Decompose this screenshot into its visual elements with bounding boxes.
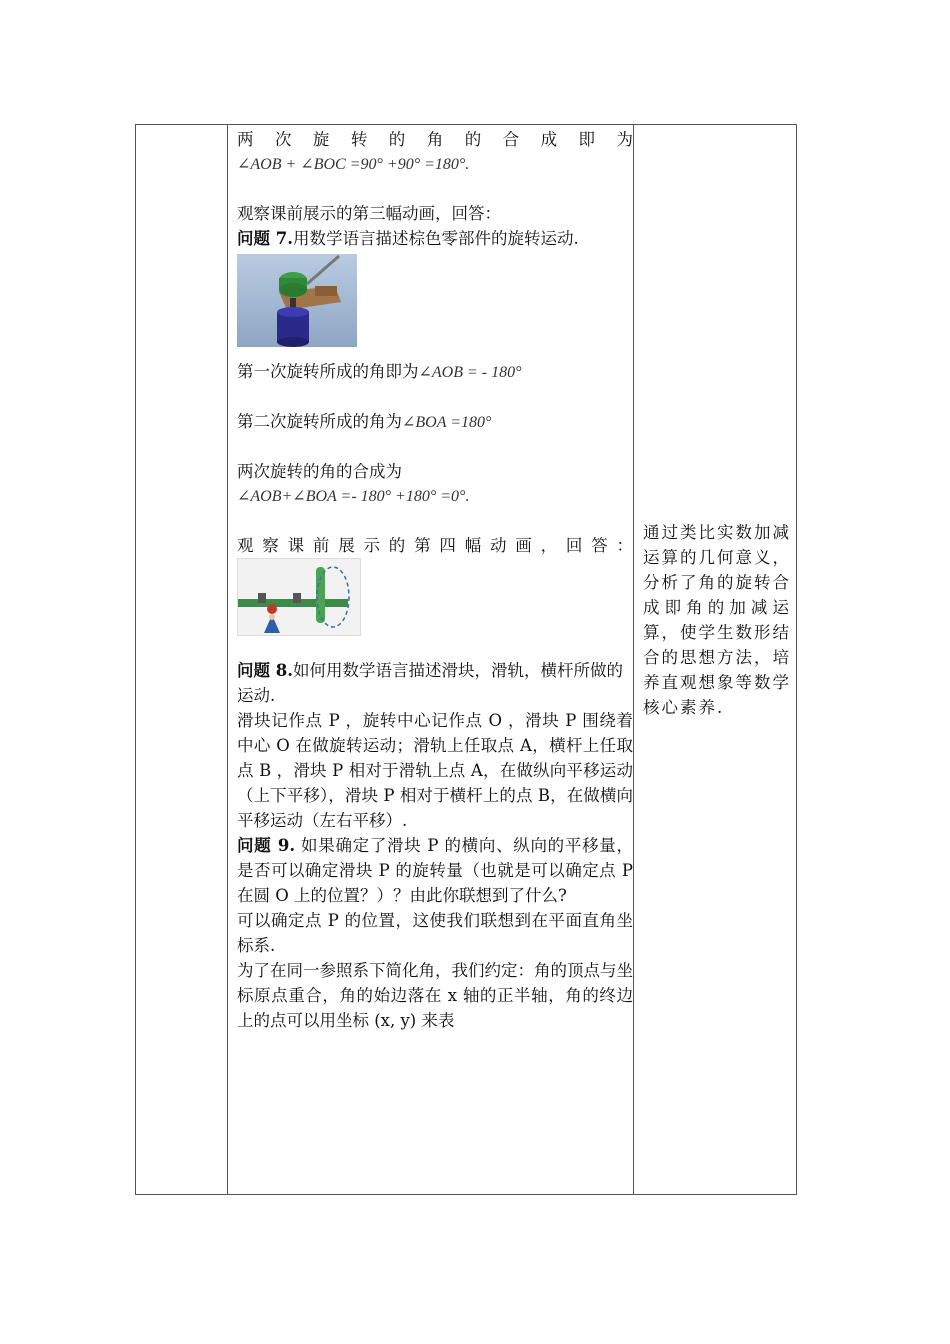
second-rotation [237,409,633,435]
answer-9: 可以确定点 P 的位置，这使我们联想到在平面直角坐标系. [237,911,633,955]
column-divider-1 [227,125,228,1194]
q7-label: 问题 7. [237,229,293,248]
combine-line: 两 次 旋 转 的 角 的 合 成 即 为 [237,130,633,149]
lesson-table [135,124,797,1195]
q8-label: 问题 8. [237,661,293,680]
first-rotation [237,359,633,385]
first-rotation-equation: ∠AOB = - 180° [418,364,522,381]
combine-equation: ∠AOB+∠BOA =- 180° +180° =0°. [237,488,470,505]
equation-sum: ∠AOB + ∠BOC =90° +90° =180°. [237,156,470,173]
first-rotation-label: 第一次旋转所成的角即为 [237,362,419,381]
q7-text: 用数学语言描述棕色零部件的旋转运动. [292,229,579,248]
slider-figure [237,558,361,636]
q9-text: 如果确定了滑块 P 的横向、纵向的平移量，是否可以确定滑块 P 的旋转量（也就是可以确定点 P 在圆 O 上的位置？）？由此你联想到了什么? [237,836,633,905]
observe-third: 观察课前展示的第三幅动画，回答： [237,204,501,223]
column-divider-2 [633,125,634,1194]
gear-figure [237,254,357,347]
combine-label: 两次旋转的角的合成为 [237,462,402,481]
observe-fourth: 观 察 课 前 展 示 的 第 四 幅 动 画 ， 回 答 ： [237,536,633,555]
q9-label: 问题 9. [237,836,296,855]
question-9 [237,833,633,908]
convention-paragraph: 为了在同一参照系下简化角，我们约定：角的顶点与坐标原点重合，角的始边落在 x 轴的正半轴，角的终边上的点可以用坐标 (x, y) 来表 [237,961,633,1030]
question-8 [237,658,633,708]
note-column [643,503,791,736]
green-gear-mechanism-icon [237,254,357,347]
slider-rail-animation-icon [238,559,360,635]
second-rotation-equation: ∠BOA =180° [402,414,492,431]
design-intent-note: 通过类比实数加减运算的几何意义，分析了角的旋转合成即角的加减运算，使学生数形结合的思想方法，培养直观想象等数学核心素养. [643,522,791,717]
question-7 [237,226,633,251]
q8-text: 如何用数学语言描述滑块，滑轨，横杆所做的运动. [237,661,623,705]
second-rotation-label: 第二次旋转所成的角为 [237,412,402,431]
slider-explanation: 滑块记作点 P ，旋转中心记作点 O ，滑块 P 围绕着中心 O 在做旋转运动；滑轨上任取点 A，横杆上任取点 B ，滑块 P 相对于滑轨上点 A，在做纵向平移运动（上下平移），滑块 P 相对于横杆上的点 B，在做横向平移运动（左右平移）. [237,711,633,830]
content-column [237,125,633,1033]
